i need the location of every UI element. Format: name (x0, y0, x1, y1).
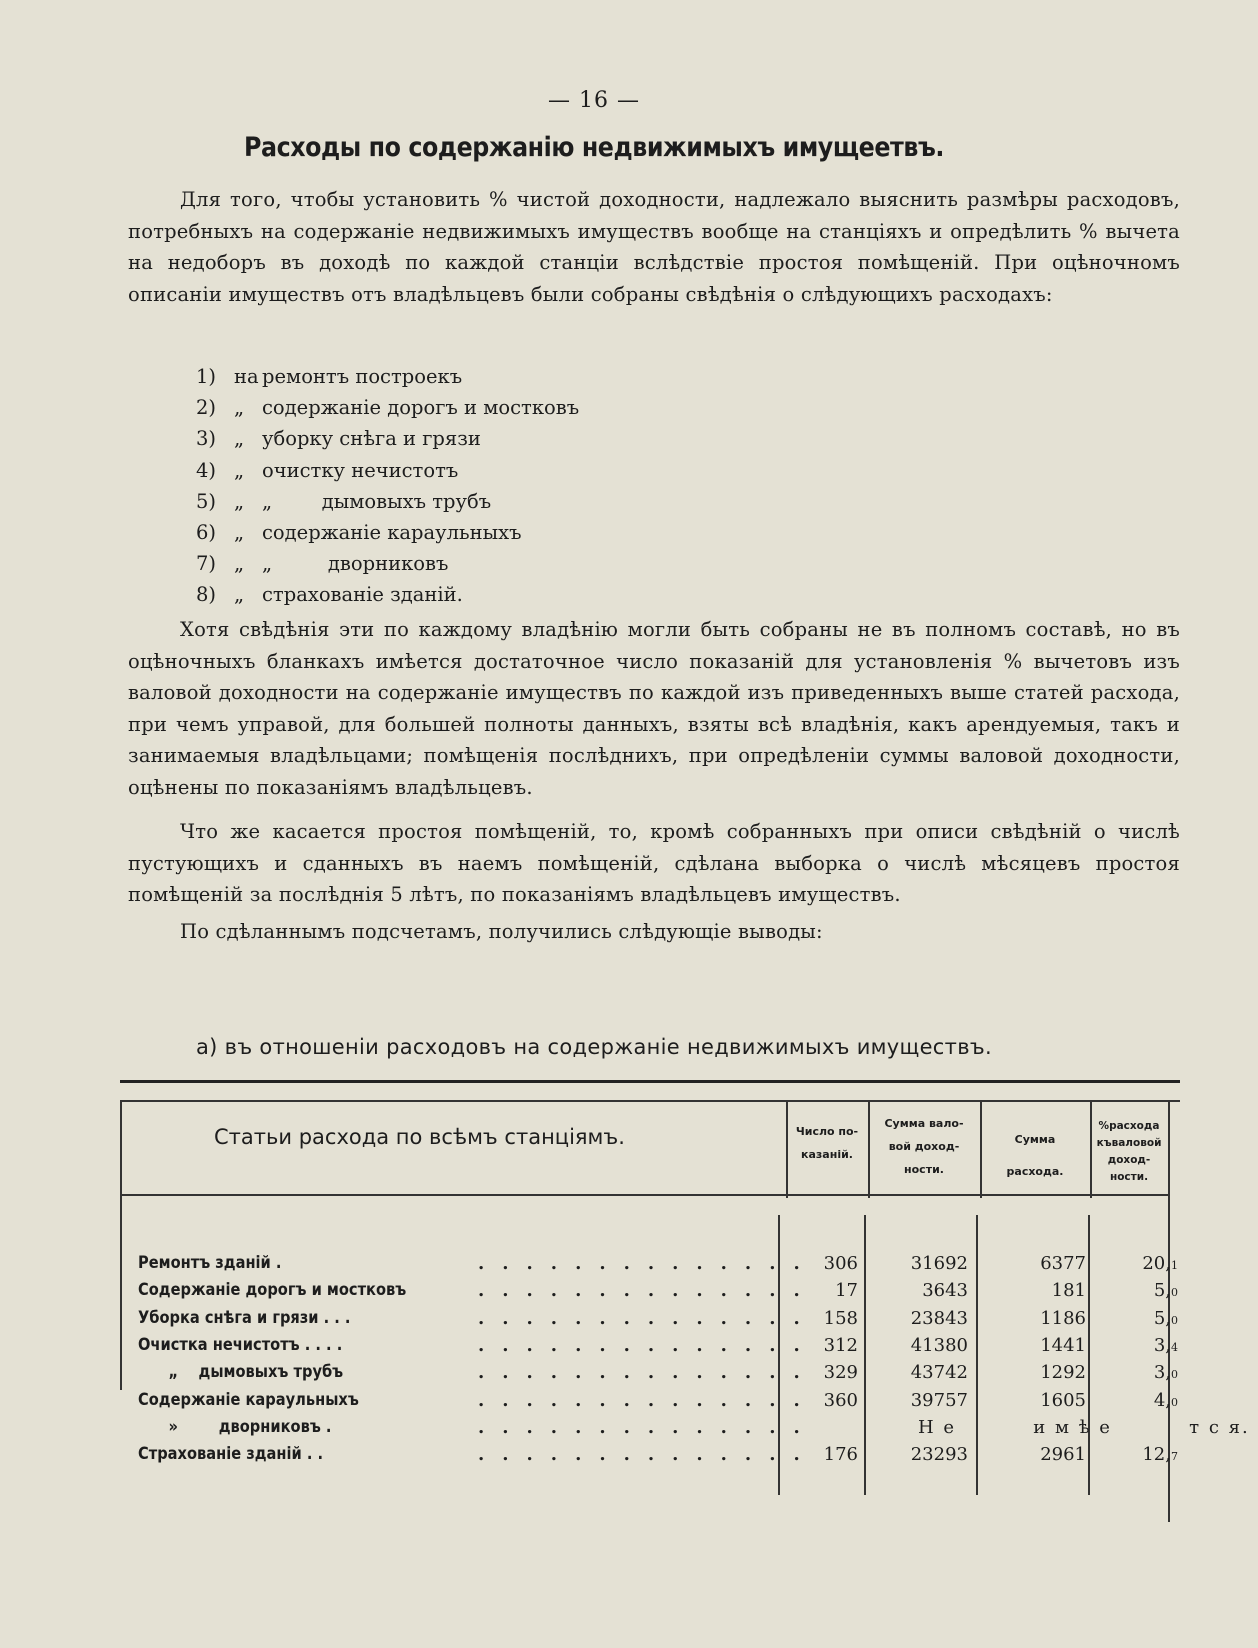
list-item-number: 6) (195, 520, 216, 544)
row-percent-integer: 5, (1153, 1280, 1171, 1302)
row-percent (1086, 1387, 1178, 1416)
row-percent (1086, 1332, 1178, 1361)
row-percent (1086, 1277, 1178, 1306)
list-item (176, 423, 876, 454)
row-percent-decimal: 0 (1171, 1395, 1178, 1409)
row-count: 17 (835, 1280, 858, 1302)
header-percent-l1: %расхода (1098, 1120, 1160, 1132)
list-item-number: 4) (195, 458, 216, 482)
table-row (138, 1250, 1178, 1277)
list-item-number: 2) (195, 396, 216, 420)
paragraph-intro-text: Для того, чтобы установить % чистой доходности, надлежало выяснить размѣры расходовъ, потребныхъ на содержаніе недвижимыхъ имуществъ вообще на станціяхъ и опредѣлить % вычета на недоборъ въ доходѣ по каждой станціи вслѣдствіе простоя помѣщеній. При оцѣночномъ описаніи имуществъ отъ владѣльцевъ были собраны свѣдѣнія о слѣдующихъ расходахъ: (128, 188, 1180, 306)
row-gross-income: 41380 (910, 1334, 968, 1356)
header-percent-l2: къваловой (1096, 1137, 1162, 1149)
table-row (138, 1277, 1178, 1304)
leader-dots: .............. (478, 1307, 818, 1329)
row-percent-integer: 20, (1142, 1253, 1171, 1274)
row-expense: 1186 (1040, 1307, 1086, 1329)
list-item-text: „ дворниковъ (262, 552, 449, 576)
row-percent-decimal: 1 (1171, 1259, 1178, 1272)
leader-dots: .............. (478, 1416, 818, 1438)
list-item-number: 3) (195, 427, 216, 451)
header-expense-l1: Сумма (1014, 1133, 1056, 1146)
row-percent (1086, 1359, 1178, 1388)
table-row (138, 1441, 1178, 1468)
paragraph-results (128, 916, 1180, 948)
table-top-rule-2 (120, 1100, 1180, 1102)
row-percent-integer: 12, (1142, 1444, 1171, 1466)
row-percent-decimal: 7 (1171, 1450, 1178, 1464)
list-item-text: „ дымовыхъ трубъ (262, 489, 492, 513)
row-label: „ дымовыхъ трубъ (138, 1362, 344, 1383)
row-label: Ремонтъ зданій . (138, 1253, 282, 1273)
list-item (176, 455, 876, 486)
list-item (176, 361, 876, 392)
list-item (176, 486, 876, 517)
table-header-rule (120, 1194, 1170, 1196)
list-item (176, 579, 876, 610)
list-item-number: 7) (195, 552, 216, 576)
row-percent-decimal: 0 (1171, 1368, 1178, 1382)
table-row (138, 1414, 1250, 1441)
row-percent-decimal: 0 (1171, 1286, 1178, 1300)
list-item-text: страхованіе зданій. (262, 583, 463, 607)
header-count-l1: Число по- (795, 1125, 859, 1138)
list-item-text: уборку снѣга и грязи (262, 427, 481, 451)
header-percent-l4: ности. (1109, 1171, 1149, 1183)
list-item-prefix: „ (234, 396, 245, 420)
row-no-data: Н е и м ѣ е т с я. (918, 1416, 1250, 1438)
section-heading: Расходы по содержанію недвижимыхъ имущеетвъ. (244, 132, 944, 163)
paragraph-idle-text: Что же касается простоя помѣщеній, то, кромѣ собранныхъ при описи свѣдѣній о числѣ пустующихъ и сданныхъ въ наемъ помѣщеній, сдѣлана выборка о числѣ мѣсяцевъ простоя помѣщеній за послѣднія 5 лѣтъ, по показаніямъ владѣльцевъ имуществъ. (128, 820, 1180, 906)
leader-dots: .............. (478, 1334, 818, 1356)
row-count: 329 (823, 1362, 858, 1384)
paragraph-results-text: По сдѣланнымъ подсчетамъ, получились слѣдующіе выводы: (180, 920, 823, 943)
row-expense: 1605 (1040, 1389, 1086, 1411)
leader-dots: .............. (478, 1362, 818, 1384)
header-expense (980, 1124, 1090, 1188)
row-expense: 2961 (1040, 1444, 1086, 1466)
row-expense: 6377 (1040, 1253, 1086, 1274)
list-item-prefix: „ (234, 552, 245, 576)
row-percent-integer: 4, (1153, 1389, 1171, 1411)
row-label: Очистка нечистотъ . . . . (138, 1334, 343, 1355)
row-percent-integer: 3, (1153, 1362, 1171, 1384)
table-subheading: а) въ отношеніи расходовъ на содержаніе недвижимыхъ имуществъ. (196, 1035, 992, 1059)
row-percent-decimal: 0 (1171, 1313, 1178, 1327)
row-count: 312 (823, 1334, 858, 1356)
list-item-text: содержаніе дорогъ и мостковъ (262, 396, 580, 420)
list-item-number: 8) (195, 583, 216, 607)
paragraph-details (128, 614, 1180, 803)
row-gross-income: 23293 (910, 1444, 968, 1466)
list-item-prefix: „ (234, 520, 245, 544)
row-percent-integer: 3, (1153, 1334, 1171, 1356)
row-count: 360 (823, 1389, 858, 1411)
header-articles: Статьи расхода по всѣмъ станціямъ. (214, 1125, 625, 1149)
row-count: 306 (823, 1253, 858, 1274)
paragraph-intro (128, 184, 1180, 310)
row-label: Уборка снѣга и грязи . . . (138, 1307, 351, 1328)
list-item (176, 517, 876, 548)
list-item (176, 548, 876, 579)
list-item-prefix: на (234, 365, 259, 388)
header-count-l2: казаній. (801, 1148, 853, 1161)
expense-list (176, 361, 876, 611)
row-gross-income: 31692 (910, 1253, 968, 1274)
row-gross-income: 23843 (910, 1307, 968, 1329)
row-label: » дворниковъ . (138, 1416, 332, 1437)
row-gross-income: 39757 (910, 1389, 968, 1411)
table-top-rule (120, 1080, 1180, 1083)
paragraph-details-text: Хотя свѣдѣнія эти по каждому владѣнію могли быть собраны не въ полномъ составѣ, но въ оцѣночныхъ бланкахъ имѣется достаточное число показаній для установленія % вычетовъ изъ валовой доходности на содержаніе имуществъ по каждой изъ приведенныхъ выше статей расхода, при чемъ управой, для большей полноты данныхъ, взяты всѣ владѣнія, какъ арендуемыя, такъ и занимаемыя владѣльцами; помѣщенія послѣднихъ, при опредѣленіи суммы валовой доходности, оцѣнены по показаніямъ владѣльцевъ. (128, 618, 1180, 799)
row-count: 176 (823, 1444, 858, 1466)
row-percent (1086, 1250, 1178, 1279)
header-gross-l2: вой доход- (888, 1140, 960, 1153)
table-row (138, 1359, 1178, 1386)
table-left-border (120, 1100, 122, 1390)
header-count (786, 1120, 868, 1166)
leader-dots: .............. (478, 1280, 818, 1302)
list-item-number: 1) (195, 365, 216, 388)
list-item-text: очистку нечистотъ (262, 458, 459, 482)
header-expense-l2: расхода. (1006, 1165, 1064, 1178)
header-gross-l1: Сумма вало- (884, 1117, 964, 1130)
page-number: — 16 — (548, 88, 640, 113)
leader-dots: .............. (478, 1389, 818, 1411)
header-percent-l3: доход- (1107, 1154, 1151, 1166)
row-expense: 1292 (1040, 1362, 1086, 1384)
list-item-prefix: „ (234, 458, 245, 482)
list-item-prefix: „ (234, 427, 245, 451)
paragraph-idle (128, 816, 1180, 911)
row-count: 158 (823, 1307, 858, 1329)
row-percent-decimal: 4 (1171, 1340, 1178, 1354)
row-gross-income: 43742 (910, 1362, 968, 1384)
table-row (138, 1332, 1178, 1359)
row-percent-integer: 5, (1153, 1307, 1171, 1329)
list-item-text: содержаніе караульныхъ (262, 520, 522, 544)
table-row (138, 1387, 1178, 1414)
row-label: Содержаніе дорогъ и мостковъ (138, 1280, 407, 1301)
row-expense: 1441 (1040, 1334, 1086, 1356)
row-label: Содержаніе караульныхъ (138, 1389, 359, 1410)
row-expense: 181 (1051, 1280, 1086, 1302)
leader-dots: .............. (478, 1253, 818, 1274)
header-gross (868, 1112, 980, 1181)
header-gross-l3: ности. (904, 1163, 944, 1176)
list-item (176, 392, 876, 423)
row-percent (1086, 1441, 1178, 1470)
list-item-text: ремонтъ построекъ (262, 365, 463, 388)
leader-dots: .............. (478, 1444, 818, 1466)
row-gross-income: 3643 (922, 1280, 968, 1302)
row-percent (1086, 1305, 1178, 1334)
table-row (138, 1305, 1178, 1332)
row-label: Страхованіе зданій . . (138, 1444, 324, 1465)
list-item-number: 5) (195, 489, 216, 513)
list-item-prefix: „ (234, 583, 245, 607)
list-item-prefix: „ (234, 489, 245, 513)
header-percent (1090, 1118, 1168, 1186)
